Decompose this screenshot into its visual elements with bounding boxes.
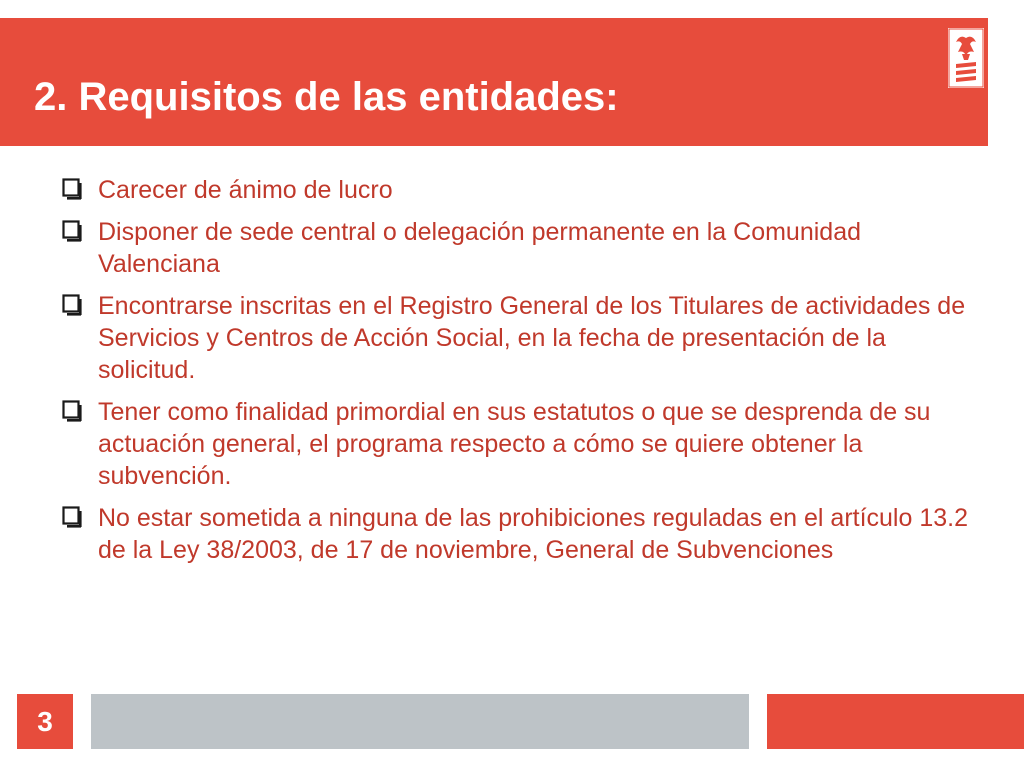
list-item: [62, 174, 982, 206]
slide-title: 2. Requisitos de las entidades:: [34, 75, 619, 119]
checkbox-bullet-icon: [62, 294, 82, 316]
list-item: [62, 216, 982, 280]
checkbox-bullet-icon: [62, 400, 82, 422]
footer-bar: [91, 694, 749, 749]
checkbox-bullet-icon: [62, 220, 82, 242]
list-item: [62, 502, 982, 566]
list-item-text: Disponer de sede central o delegación permanente en la Comunidad Valenciana: [98, 218, 862, 278]
list-item-text: No estar sometida a ninguna de las prohibiciones reguladas en el artículo 13.2 de la Ley 38/2003, de 17 de noviembre, General de Subvenciones: [98, 504, 968, 564]
list-item: [62, 290, 982, 386]
list-item-text: Tener como finalidad primordial en sus estatutos o que se desprenda de su actuación general, el programa respecto a cómo se quiere obtener la subvención.: [98, 398, 931, 490]
checkbox-bullet-icon: [62, 506, 82, 528]
checkbox-bullet-icon: [62, 178, 82, 200]
list-item-text: Encontrarse inscritas en el Registro General de los Titulares de actividades de Servicios y Centros de Acción Social, en la fecha de presentación de la solicitud.: [98, 292, 966, 384]
bullet-list: [62, 174, 982, 576]
list-item-text: Carecer de ánimo de lucro: [98, 176, 393, 204]
footer-accent-block: [767, 694, 1024, 749]
generalitat-logo-icon: [948, 28, 984, 88]
list-item: [62, 396, 982, 492]
page-number: 3: [17, 694, 73, 749]
